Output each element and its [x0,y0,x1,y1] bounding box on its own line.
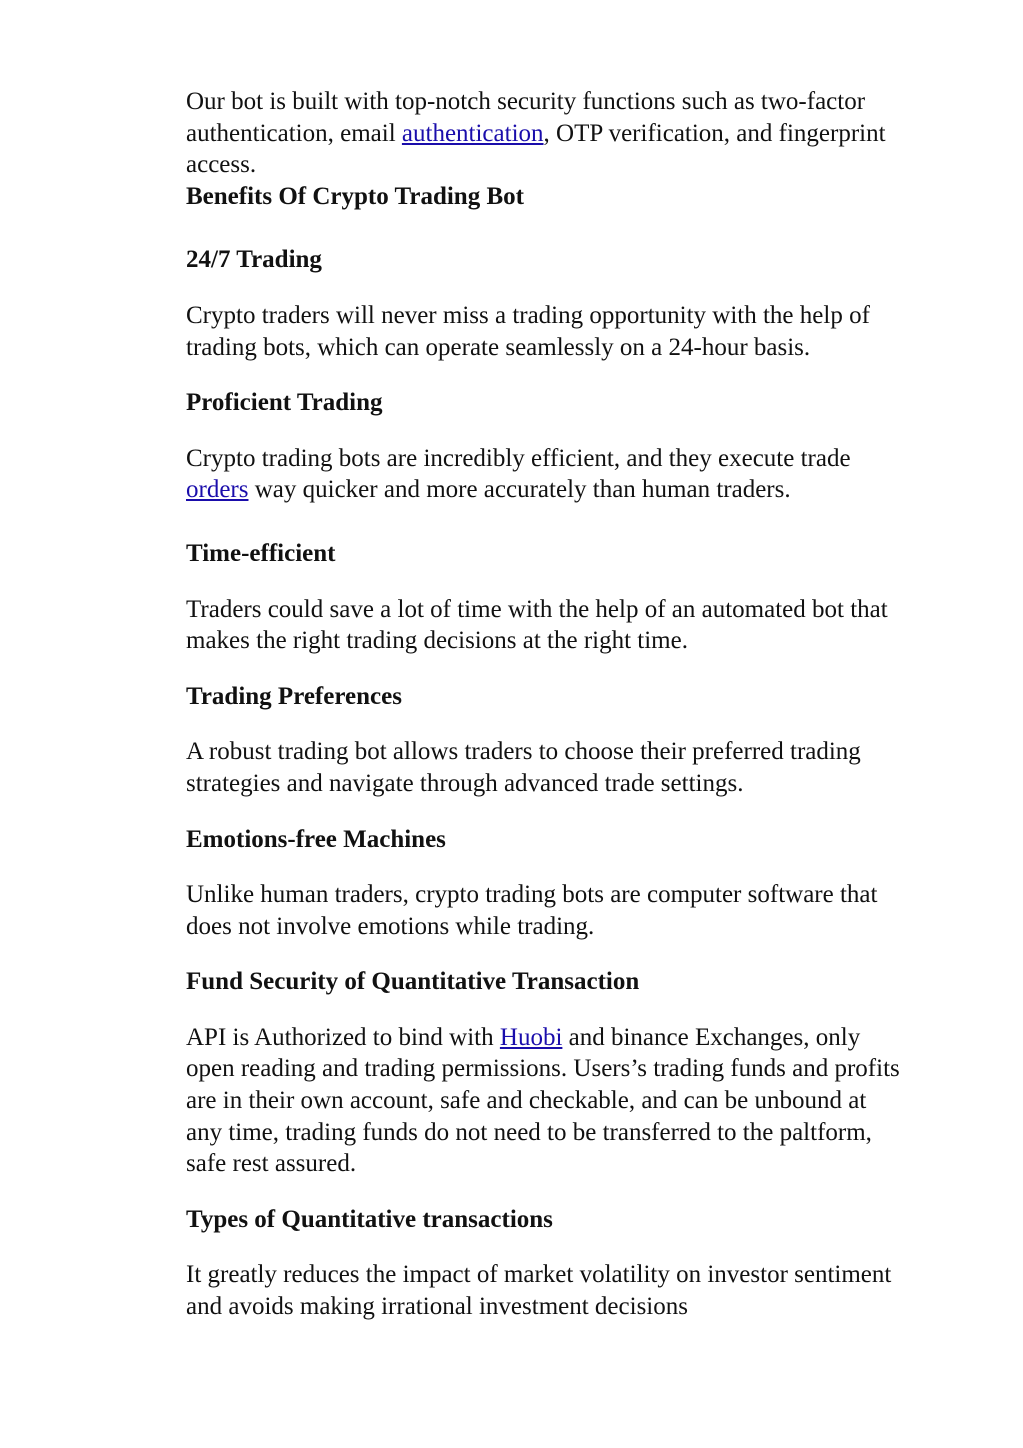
heading-time-efficient: Time-efficient [186,539,336,567]
benefits-heading: Benefits Of Crypto Trading Bot [186,182,524,210]
heading-24-7-trading: 24/7 Trading [186,246,322,274]
orders-link[interactable]: orders [186,476,249,504]
text-24-7-trading: Crypto traders will never miss a trading opportunity with the help of trading bots, which can operate seamlessly on a 24-hour basis. [186,301,870,361]
text-time-efficient: Traders could save a lot of time with the help of an automated bot that makes the right trading decisions at the right time. [186,595,888,655]
heading-fund-security: Fund Security of Quantitative Transaction [186,968,640,996]
intro-paragraph [186,86,906,181]
text-proficient-trading [186,443,906,506]
heading-trading-preferences: Trading Preferences [186,682,402,710]
heading-emotions-free: Emotions-free Machines [186,825,446,853]
proficient-text-end: way quicker and more accurately than human traders. [248,476,791,504]
text-types-quantitative: It greatly reduces the impact of market volatility on investor sentiment and avoids making irrational investment decisions [186,1261,892,1321]
fund-security-text-end: and binance Exchanges, only open reading and trading permissions. Users’s trading funds and profits are in their own account, safe and checkable, and can be unbound at any time, trading funds do not need to be transferred to the paltform, safe rest assured. [186,1023,900,1178]
text-fund-security [186,1022,906,1180]
fund-security-text-start: API is Authorized to bind with [186,1023,500,1051]
intro-text-end: , OTP verification, and fingerprint access. [186,119,886,179]
intro-text-start: Our bot is built with top-notch security functions such as two-factor authentication, email [186,88,866,147]
huobi-link[interactable]: Huobi [499,1023,563,1051]
heading-proficient-trading: Proficient Trading [186,389,383,417]
text-trading-preferences: A robust trading bot allows traders to choose their preferred trading strategies and navigate through advanced trade settings. [186,738,861,797]
text-emotions-free: Unlike human traders, crypto trading bots are computer software that does not involve emotions while trading. [186,881,878,940]
proficient-text-start: Crypto trading bots are incredibly efficient, and they execute trade [186,444,851,472]
heading-types-quantitative: Types of Quantitative transactions [186,1205,553,1233]
authentication-link[interactable]: authentication [401,119,544,147]
document-page [186,86,906,1347]
